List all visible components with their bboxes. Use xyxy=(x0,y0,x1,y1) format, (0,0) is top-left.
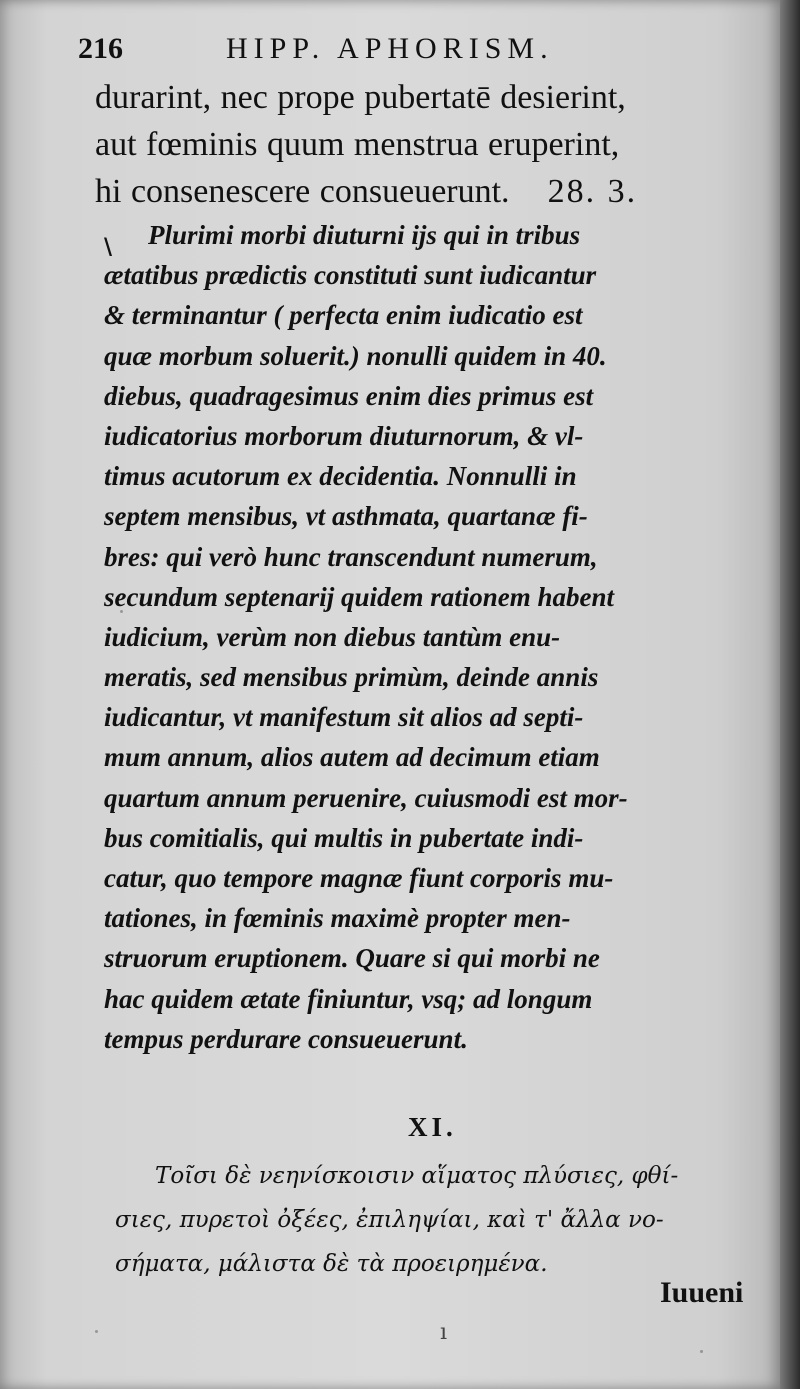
text-line: σιες, πυρετοὶ ὀξέες, ἐπιληψίαι, καὶ τ' ἄλλα νο- xyxy=(115,1207,664,1233)
text-line: Τοῖσι δὲ νεηνίσκοισιν αἵματος πλύσιες, φθί- xyxy=(155,1163,679,1189)
text-line: Plurimi morbi diuturni ijs qui in tribus xyxy=(148,220,581,250)
text-line: quartum annum peruenire, cuiusmodi est mor- xyxy=(104,782,628,813)
text-line: iudicium, verùm non diebus tantùm enu- xyxy=(104,621,561,652)
text-line: secundum septenarij quidem rationem habent xyxy=(104,581,615,612)
text-line: catur, quo tempore magnæ fiunt corporis mu- xyxy=(104,863,614,893)
stray-mark: ı xyxy=(440,1320,448,1345)
text-line: σήματα, μάλιστα δὲ τὰ προειρημένα. xyxy=(115,1251,548,1277)
latin-aphorism xyxy=(104,215,769,1059)
text-line: quæ morbum soluerit.) nonulli quidem in 40. xyxy=(104,340,607,371)
text-line: aut fœminis quum menstrua eruperint, xyxy=(95,126,620,163)
aphorism-reference: 28. 3. xyxy=(547,173,638,210)
running-head: HIPP. APHORISM. xyxy=(226,32,554,65)
paper-speck xyxy=(95,1330,98,1333)
text-line: ætatibus prædictis constituti sunt iudicantur xyxy=(104,260,597,291)
text-line: tempus perdurare consueuerunt. xyxy=(104,1023,468,1054)
text-line: tationes, in fœminis maximè propter men- xyxy=(104,903,571,934)
text-line: diebus, quadragesimus enim dies primus est xyxy=(104,380,594,411)
paper-speck xyxy=(120,610,123,613)
greek-aphorism xyxy=(115,1154,765,1286)
page-edge-shadow xyxy=(780,0,800,1389)
text-line-content: hi consenescere consueuerunt. xyxy=(95,173,510,210)
text-line: hac quidem ætate finiuntur, vsq; ad longum xyxy=(104,983,593,1014)
paper-speck xyxy=(700,1350,703,1353)
continued-aphorism xyxy=(95,74,775,215)
text-line: iudicatorius morborum diuturnorum, & vl- xyxy=(104,420,584,451)
text-line: mum annum, alios autem ad decimum etiam xyxy=(104,742,600,773)
catchword: Iuueni xyxy=(660,1276,744,1309)
text-line: bres: qui verò hunc transcendunt numerum, xyxy=(104,541,598,572)
text-line: meratis, sed mensibus primùm, deinde annis xyxy=(104,662,599,693)
text-line: & terminantur ( perfecta enim iudicatio est xyxy=(104,300,583,331)
paragraph-marker: \ xyxy=(104,234,113,260)
text-line: struorum eruptionem. Quare si qui morbi ne xyxy=(104,943,600,974)
page-number: 216 xyxy=(78,32,123,65)
text-line: iudicantur, vt manifestum sit alios ad septi- xyxy=(104,702,584,733)
page-header xyxy=(78,28,638,74)
text-line: timus acutorum ex decidentia. Nonnulli in xyxy=(104,461,577,492)
text-line: durarint, nec prope pubertatē desierint, xyxy=(95,79,626,116)
text-line: bus comitialis, qui multis in pubertate indi- xyxy=(104,822,584,853)
section-number: XI. xyxy=(408,1112,457,1142)
text-line: septem mensibus, vt asthmata, quartanæ fi- xyxy=(104,501,588,532)
text-line xyxy=(95,168,775,215)
